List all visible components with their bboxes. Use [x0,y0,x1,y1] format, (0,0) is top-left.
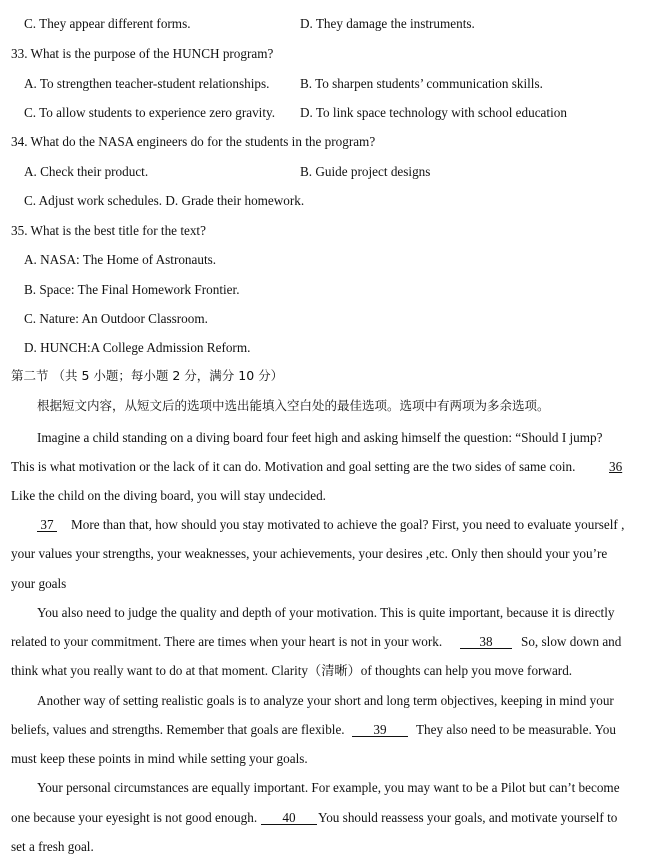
passage-p1-line1: Imagine a child standing on a diving board four feet high and asking himself the question: “Should I jump? [37,430,603,445]
passage-p1-line3: Like the child on the diving board, you will stay undecided. [11,488,326,503]
section-instruction: 根据短文内容，从短文后的选项中选出能填入空白处的最佳选项。选项中有两项为多余选项。 [37,398,550,413]
section-header: 第二节 （共 5 小题；每小题 2 分，满分 10 分） [11,368,284,383]
passage-p4-line1: Another way of setting realistic goals is to analyze your short and long term objectives, keeping in mind your [37,693,614,708]
passage-p3-line3: think what you really want to do at that moment. Clarity（清晰）of thoughts can help you move forward. [11,663,573,678]
q35-option-a: A. NASA: The Home of Astronauts. [24,252,217,267]
blank-36: 36 [609,459,623,474]
q34-option-cd: C. Adjust work schedules. D. Grade their homework. [24,193,305,208]
passage-p2-line2: your values your strengths, your weaknesses, your achievements, your desires ,etc. Only then should your you’re [11,546,608,561]
passage-p5-line2a: one because your eyesight is not good enough. [11,810,258,825]
q32-option-c: C. They appear different forms. [24,16,191,31]
passage-p2-line3: your goals [11,576,67,591]
passage-p3-line2a: related to your commitment. There are times when your heart is not in your work. [11,634,443,649]
blank-39: 39 [352,723,408,737]
blank-40: 40 [261,811,317,825]
blank-38: 38 [460,635,512,649]
q33-stem: 33. What is the purpose of the HUNCH program? [11,46,274,61]
passage-p5-line2b: You should reassess your goals, and motivate yourself to [318,810,618,825]
q34-option-a: A. Check their product. [24,164,149,179]
q34-option-b: B. Guide project designs [300,164,431,179]
q35-option-d: D. HUNCH:A College Admission Reform. [24,340,251,355]
passage-p4-line2a: beliefs, values and strengths. Remember that goals are flexible. [11,722,345,737]
passage-p3-line2b: So, slow down and [521,634,622,649]
passage-p3-line1: You also need to judge the quality and depth of your motivation. This is quite important, because it is directly [37,605,615,620]
passage-p4-line3: must keep these points in mind while setting your goals. [11,751,308,766]
q35-option-c: C. Nature: An Outdoor Classroom. [24,311,208,326]
q35-stem: 35. What is the best title for the text? [11,223,206,238]
q32-option-d: D. They damage the instruments. [300,16,475,31]
q35-option-b: B. Space: The Final Homework Frontier. [24,282,240,297]
q33-option-d: D. To link space technology with school education [300,105,567,120]
q33-option-b: B. To sharpen students’ communication skills. [300,76,543,91]
passage-p5-line3: set a fresh goal. [11,839,94,854]
passage-p4-line2b: They also need to be measurable. You [416,722,616,737]
passage-p2-line1: More than that, how should you stay motivated to achieve the goal? First, you need to evaluate yourself , [71,517,625,532]
q33-option-a: A. To strengthen teacher-student relationships. [24,76,270,91]
q34-stem: 34. What do the NASA engineers do for the students in the program? [11,134,376,149]
q33-option-c: C. To allow students to experience zero gravity. [24,105,276,120]
passage-p5-line1: Your personal circumstances are equally important. For example, you may want to be a Pilot but can’t become [37,780,620,795]
blank-37: 37 [37,518,57,532]
passage-p1-line2: This is what motivation or the lack of it can do. Motivation and goal setting are the two sides of same coin. [11,459,576,474]
